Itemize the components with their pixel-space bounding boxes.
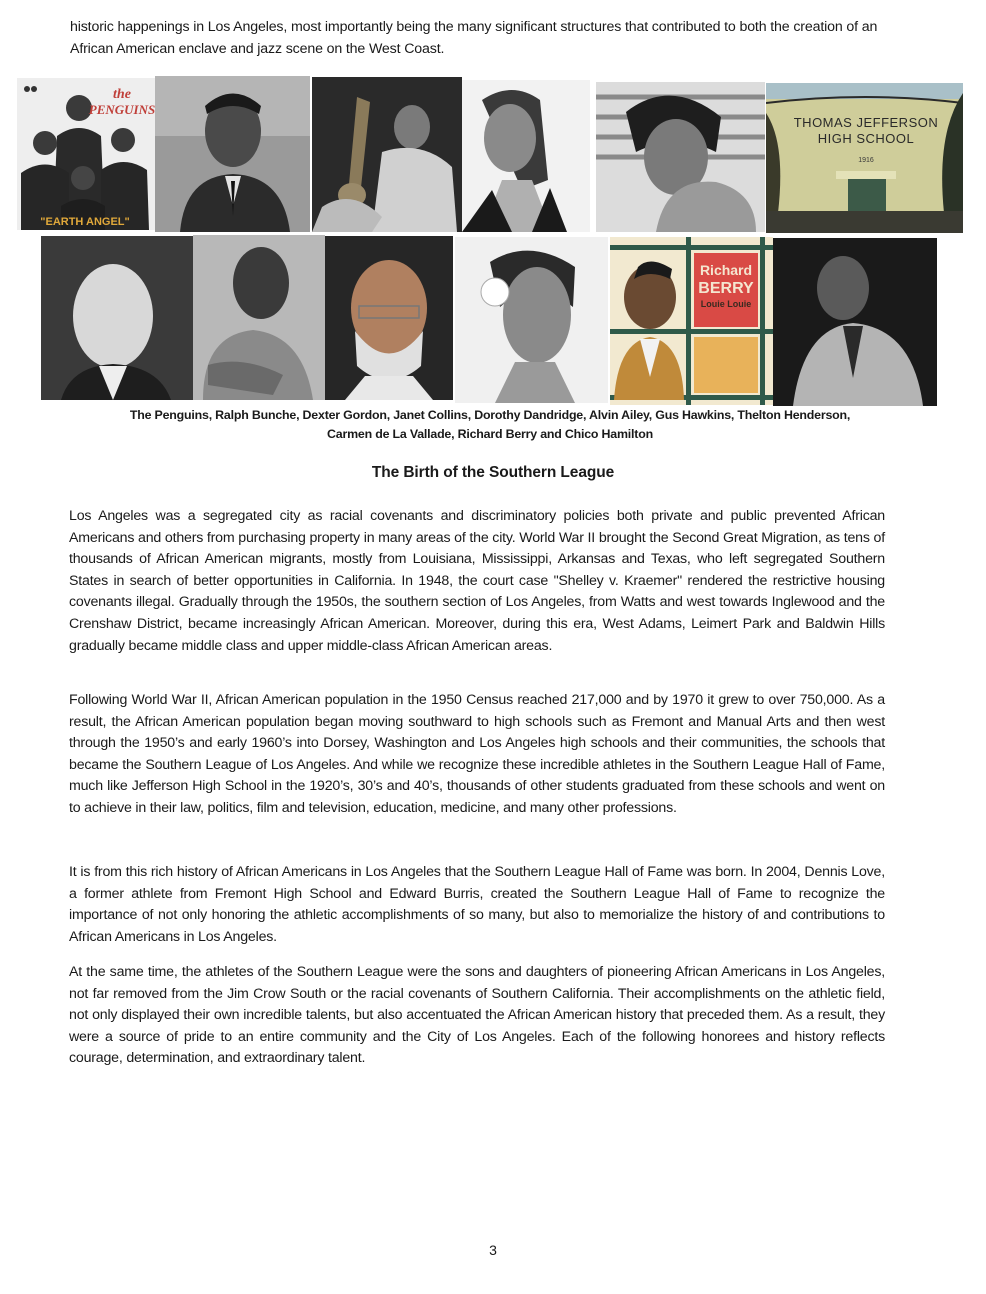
page-number: 3 [489,1242,497,1258]
paragraph-segregation: Los Angeles was a segregated city as racial covenants and discriminatory policies both private and public prevented African Americans and others from purchasing property in many areas of the city. World War II brought the Second Great Migration, as tens of thousands of African American migrants, mostly from Louisiana, Mississippi, Arkansas and Texas, who left segregated Southern States in search of better opportunities in California. In 1948, the court case "Shelley v. Kraemer" rendered the restrictive housing covenants illegal. Gradually through the 1950s, the southern section of Los Angeles, from Watts and west towards Inglewood and the Crenshaw District, became increasingly African American. Moreover, during this era, West Adams, Leimert Park and Baldwin Hills gradually became middle class and upper middle-class African American areas. [69,508,885,654]
photo-ralph-bunche [155,76,310,232]
penguins-logo-the: the [113,87,131,102]
caption-line-2: Carmen de La Vallade, Richard Berry and Chico Hamilton [327,427,653,441]
photo-alvin-ailey [193,235,325,400]
album-title: Louie Louie [700,299,752,309]
photo-janet-collins [462,80,590,232]
photo-dexter-gordon [312,77,462,232]
paragraph-population: Following World War II, African American population in the 1950 Census reached 217,000 and by 1970 it grew to over 750,000. As a result, the African American population began moving southward to high schools such as Fremont and Manual Arts and then west through the 1950’s and early 1960’s into Dorsey, Washington and Los Angeles high schools and their communities, the schools that became the Southern League of Los Angeles. And while we recognize these incredible athletes in the Southern League Hall of Fame, much like Jefferson High School in the 1920’s, 30’s and 40’s, thousands of other students graduated from these schools and went on to achieve in their law, politics, film and television, education, medicine, and many other professions. [69,692,885,816]
photo-carmen-de-lavallade [455,237,608,403]
photo-chico-hamilton [773,238,937,406]
photo-jefferson-high-school [766,83,963,233]
photo-thelton-henderson [325,236,453,400]
paragraph-athletes: At the same time, the athletes of the Southern League were the sons and daughters of pioneering African Americans in Los Angeles, not far removed from the Jim Crow South or the racial covenants of Southern California. Their accomplishments on the athletic field, not only displayed their own incredible talents, but also accentuated the African American history that preceded them. As a result, they were a source of pride to an entire community and the City of Los Angeles. Each of the following honorees and history reflects courage, determination, and extraordinary talent. [69,964,885,1067]
penguins-album-title: "EARTH ANGEL" [40,216,130,228]
penguins-logo-name: PENGUINS [88,102,155,117]
section-title: The Birth of the Southern League [371,464,615,481]
photo-dorothy-dandridge [596,82,765,232]
album-artist-first: Richard [699,262,753,278]
school-sign-name: THOMAS JEFFERSON [793,115,939,130]
intro-paragraph: historic happenings in Los Angeles, most importantly being the many significant structures that contributed to both the creation of an African American enclave and jazz scene on the West Coast. [70,19,878,57]
paragraph-hall-of-fame: It is from this rich history of African Americans in Los Angeles that the Southern League Hall of Fame was born. In 2004, Dennis Love, a former athlete from Fremont High School and Edward Burris, created the Southern League Hall of Fame to recognize the importance of not only honoring the athletic accomplishments of so many, but also to memorialize the history of and contributions to African Americans in Los Angeles. [69,864,885,945]
album-artist-last: BERRY [698,280,754,297]
photo-caption [60,406,920,444]
photo-richard-berry [610,237,773,405]
school-sign-year: 1916 [858,157,874,164]
photo-the-penguins [17,78,155,230]
photo-gus-hawkins [41,236,193,400]
caption-line-1: The Penguins, Ralph Bunche, Dexter Gordon, Janet Collins, Dorothy Dandridge, Alvin Ailey, Gus Hawkins, Thelton Henderson, [129,408,851,422]
school-sign-type: HIGH SCHOOL [817,131,915,146]
